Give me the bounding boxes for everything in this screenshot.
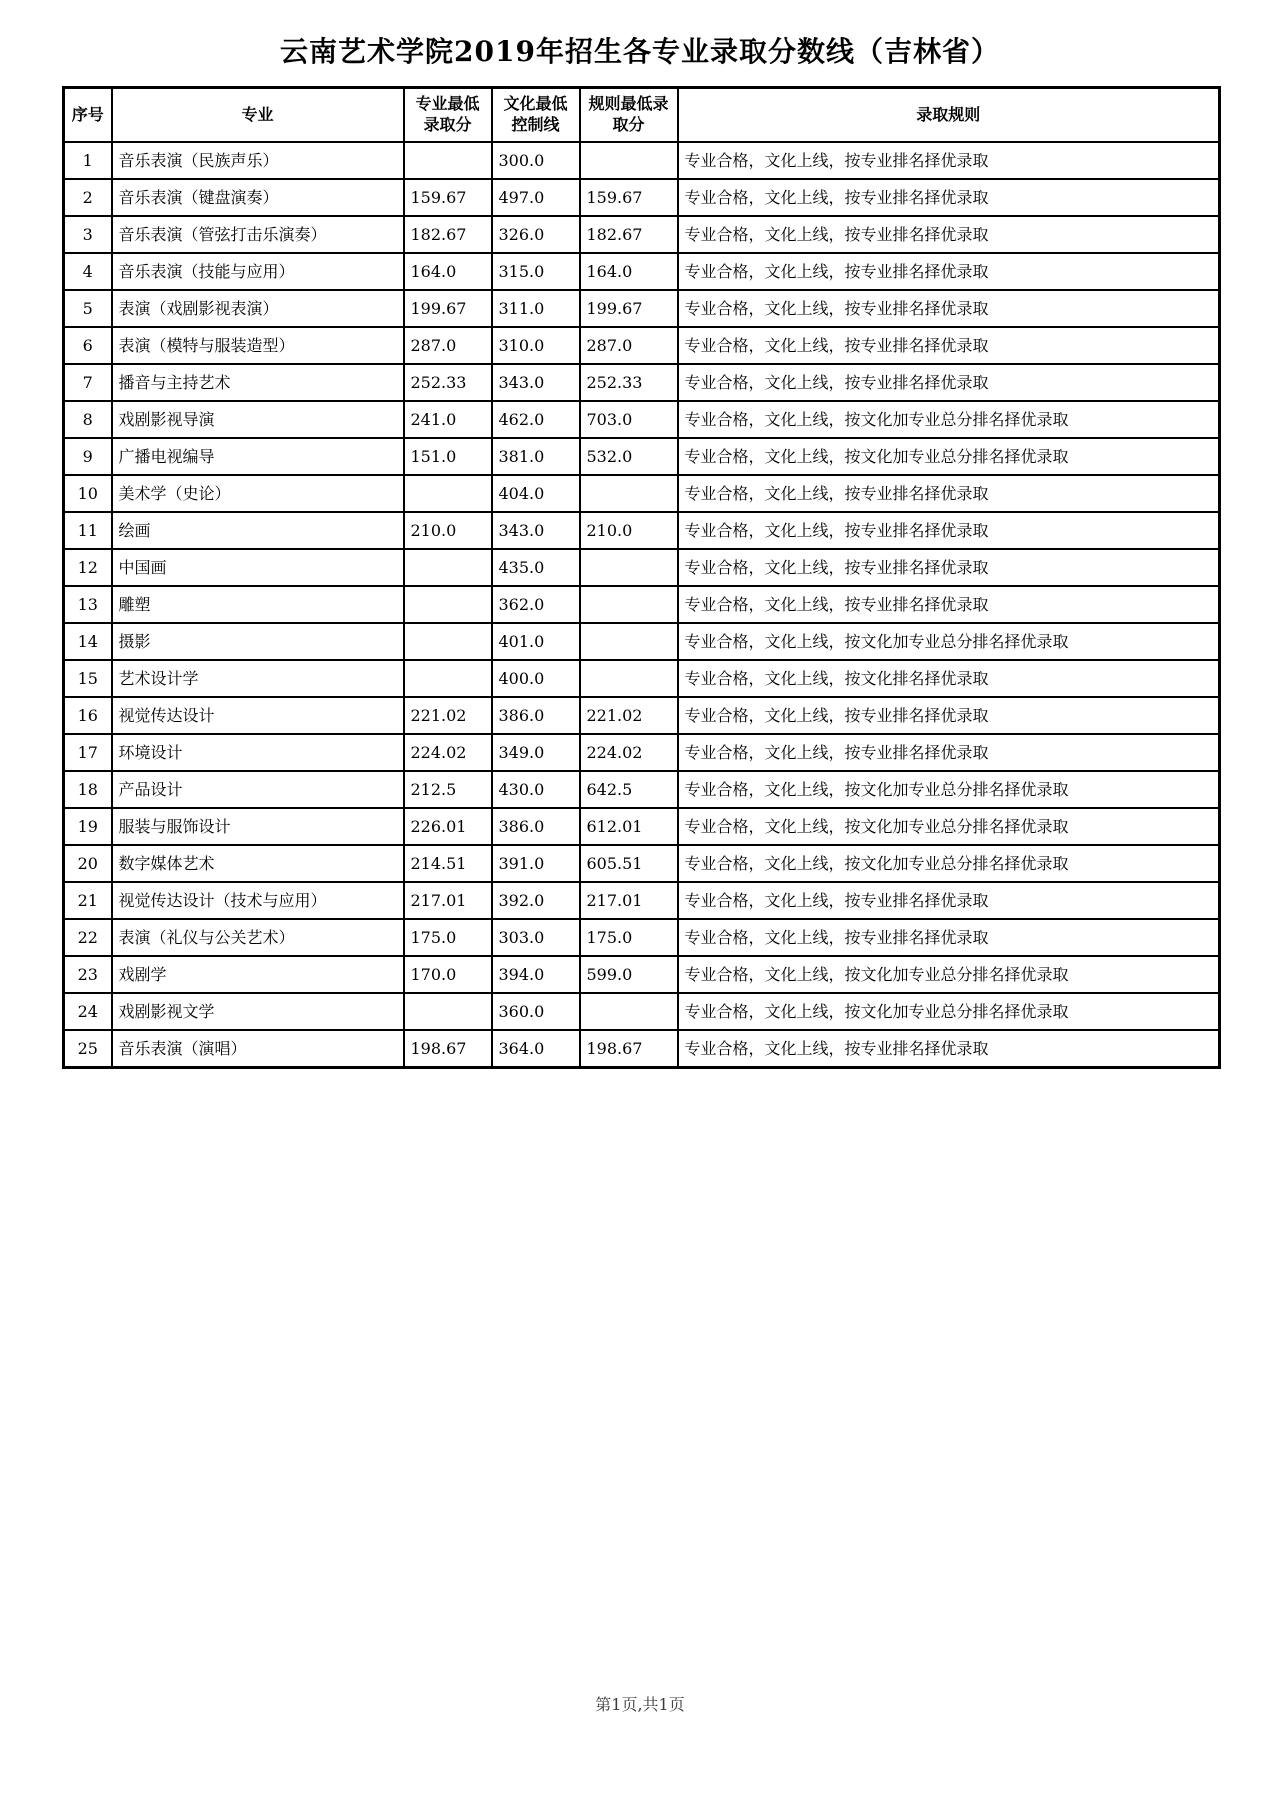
cell-culture-control-line: 392.0 [492,882,580,919]
table-row [64,882,1220,919]
cell-culture-control-line: 311.0 [492,290,580,327]
cell-culture-control-line: 430.0 [492,771,580,808]
cell-admission-rule: 专业合格，文化上线，按专业排名择优录取 [678,142,1220,179]
table-row [64,364,1220,401]
cell-admission-rule: 专业合格，文化上线，按专业排名择优录取 [678,290,1220,327]
cell-major-min-score [404,993,492,1030]
table-header [64,88,1220,143]
cell-major: 表演（礼仪与公关艺术） [112,919,404,956]
cell-rule-min-score: 703.0 [580,401,678,438]
cell-major-min-score: 210.0 [404,512,492,549]
cell-index: 23 [64,956,112,993]
cell-culture-control-line: 315.0 [492,253,580,290]
table-row [64,216,1220,253]
cell-admission-rule: 专业合格，文化上线，按文化加专业总分排名择优录取 [678,401,1220,438]
cell-major: 戏剧影视导演 [112,401,404,438]
cell-rule-min-score: 198.67 [580,1030,678,1068]
cell-index: 16 [64,697,112,734]
cell-rule-min-score: 612.01 [580,808,678,845]
cell-index: 1 [64,142,112,179]
cell-culture-control-line: 391.0 [492,845,580,882]
table-row [64,327,1220,364]
cell-index: 3 [64,216,112,253]
cell-major-min-score: 182.67 [404,216,492,253]
cell-major: 播音与主持艺术 [112,364,404,401]
cell-major: 中国画 [112,549,404,586]
table-row [64,771,1220,808]
cell-admission-rule: 专业合格，文化上线，按文化排名择优录取 [678,660,1220,697]
table-row [64,512,1220,549]
cell-major: 视觉传达设计 [112,697,404,734]
cell-admission-rule: 专业合格，文化上线，按文化加专业总分排名择优录取 [678,438,1220,475]
cell-rule-min-score: 287.0 [580,327,678,364]
table-row [64,845,1220,882]
cell-major: 艺术设计学 [112,660,404,697]
cell-rule-min-score [580,660,678,697]
cell-major: 音乐表演（键盘演奏） [112,179,404,216]
cell-rule-min-score [580,993,678,1030]
cell-index: 22 [64,919,112,956]
cell-major-min-score [404,549,492,586]
cell-index: 24 [64,993,112,1030]
col-header-rule-min-score: 规则最低录取分 [580,88,678,143]
table-row [64,623,1220,660]
cell-admission-rule: 专业合格，文化上线，按文化加专业总分排名择优录取 [678,845,1220,882]
cell-major: 表演（模特与服装造型） [112,327,404,364]
cell-index: 5 [64,290,112,327]
table-row [64,697,1220,734]
cell-major: 音乐表演（民族声乐） [112,142,404,179]
cell-major: 产品设计 [112,771,404,808]
cell-rule-min-score: 199.67 [580,290,678,327]
cell-culture-control-line: 362.0 [492,586,580,623]
cell-admission-rule: 专业合格，文化上线，按专业排名择优录取 [678,253,1220,290]
cell-major: 广播电视编导 [112,438,404,475]
cell-index: 14 [64,623,112,660]
col-header-admission-rule: 录取规则 [678,88,1220,143]
cell-rule-min-score [580,549,678,586]
cell-rule-min-score: 210.0 [580,512,678,549]
table-header-row [64,88,1220,143]
cell-culture-control-line: 386.0 [492,808,580,845]
table-row [64,808,1220,845]
cell-index: 4 [64,253,112,290]
cell-major-min-score: 241.0 [404,401,492,438]
cell-admission-rule: 专业合格，文化上线，按文化加专业总分排名择优录取 [678,993,1220,1030]
cell-admission-rule: 专业合格，文化上线，按专业排名择优录取 [678,586,1220,623]
cell-major: 服装与服饰设计 [112,808,404,845]
cell-admission-rule: 专业合格，文化上线，按专业排名择优录取 [678,216,1220,253]
cell-rule-min-score: 164.0 [580,253,678,290]
cell-major: 音乐表演（技能与应用） [112,253,404,290]
cell-major: 摄影 [112,623,404,660]
cell-major: 雕塑 [112,586,404,623]
cell-culture-control-line: 401.0 [492,623,580,660]
cell-culture-control-line: 343.0 [492,512,580,549]
cell-major: 环境设计 [112,734,404,771]
cell-admission-rule: 专业合格，文化上线，按专业排名择优录取 [678,919,1220,956]
cell-index: 6 [64,327,112,364]
cell-admission-rule: 专业合格，文化上线，按专业排名择优录取 [678,697,1220,734]
cell-major-min-score [404,660,492,697]
cell-culture-control-line: 386.0 [492,697,580,734]
table-row [64,919,1220,956]
table-body [64,142,1220,1068]
cell-major-min-score: 175.0 [404,919,492,956]
table-row [64,586,1220,623]
cell-rule-min-score: 217.01 [580,882,678,919]
table-row [64,1030,1220,1068]
cell-rule-min-score [580,142,678,179]
cell-index: 2 [64,179,112,216]
cell-index: 15 [64,660,112,697]
cell-index: 17 [64,734,112,771]
cell-index: 9 [64,438,112,475]
cell-culture-control-line: 497.0 [492,179,580,216]
cell-major-min-score [404,586,492,623]
table-row [64,142,1220,179]
cell-major-min-score: 252.33 [404,364,492,401]
cell-major: 视觉传达设计（技术与应用） [112,882,404,919]
cell-major: 数字媒体艺术 [112,845,404,882]
cell-culture-control-line: 404.0 [492,475,580,512]
cell-culture-control-line: 303.0 [492,919,580,956]
table-row [64,956,1220,993]
cell-rule-min-score: 221.02 [580,697,678,734]
cell-rule-min-score: 159.67 [580,179,678,216]
cell-rule-min-score: 252.33 [580,364,678,401]
cell-rule-min-score: 182.67 [580,216,678,253]
table-row [64,253,1220,290]
cell-rule-min-score: 642.5 [580,771,678,808]
table-row [64,290,1220,327]
cell-admission-rule: 专业合格，文化上线，按专业排名择优录取 [678,512,1220,549]
cell-admission-rule: 专业合格，文化上线，按专业排名择优录取 [678,364,1220,401]
cell-culture-control-line: 462.0 [492,401,580,438]
cell-major: 音乐表演（管弦打击乐演奏） [112,216,404,253]
cell-rule-min-score: 599.0 [580,956,678,993]
cell-major-min-score: 198.67 [404,1030,492,1068]
page-footer: 第1页,共1页 [595,1695,685,1714]
cell-culture-control-line: 360.0 [492,993,580,1030]
cell-culture-control-line: 381.0 [492,438,580,475]
table-row [64,438,1220,475]
cell-major-min-score: 151.0 [404,438,492,475]
table-row [64,734,1220,771]
cell-index: 10 [64,475,112,512]
cell-index: 7 [64,364,112,401]
cell-culture-control-line: 310.0 [492,327,580,364]
cell-major-min-score [404,623,492,660]
cell-rule-min-score [580,475,678,512]
cell-major-min-score: 159.67 [404,179,492,216]
cell-culture-control-line: 400.0 [492,660,580,697]
cell-rule-min-score [580,623,678,660]
cell-admission-rule: 专业合格，文化上线，按专业排名择优录取 [678,1030,1220,1068]
score-table [62,86,1221,1069]
cell-index: 11 [64,512,112,549]
cell-culture-control-line: 326.0 [492,216,580,253]
cell-rule-min-score: 224.02 [580,734,678,771]
cell-index: 18 [64,771,112,808]
cell-major-min-score: 199.67 [404,290,492,327]
cell-culture-control-line: 435.0 [492,549,580,586]
table-row [64,549,1220,586]
table-row [64,179,1220,216]
cell-major-min-score: 214.51 [404,845,492,882]
table-row [64,475,1220,512]
cell-index: 13 [64,586,112,623]
cell-major-min-score [404,142,492,179]
cell-major: 美术学（史论） [112,475,404,512]
col-header-culture-control-line: 文化最低控制线 [492,88,580,143]
cell-admission-rule: 专业合格，文化上线，按文化加专业总分排名择优录取 [678,956,1220,993]
table-row [64,993,1220,1030]
cell-major: 戏剧学 [112,956,404,993]
cell-admission-rule: 专业合格，文化上线，按专业排名择优录取 [678,327,1220,364]
col-header-major-min-score: 专业最低录取分 [404,88,492,143]
cell-major: 绘画 [112,512,404,549]
cell-major: 音乐表演（演唱） [112,1030,404,1068]
cell-major-min-score: 170.0 [404,956,492,993]
cell-major-min-score: 221.02 [404,697,492,734]
cell-admission-rule: 专业合格，文化上线，按文化加专业总分排名择优录取 [678,808,1220,845]
table-row [64,401,1220,438]
cell-index: 12 [64,549,112,586]
cell-major-min-score: 224.02 [404,734,492,771]
cell-rule-min-score [580,586,678,623]
cell-admission-rule: 专业合格，文化上线，按专业排名择优录取 [678,549,1220,586]
cell-index: 25 [64,1030,112,1068]
cell-index: 21 [64,882,112,919]
table-row [64,660,1220,697]
cell-culture-control-line: 349.0 [492,734,580,771]
cell-culture-control-line: 364.0 [492,1030,580,1068]
cell-index: 20 [64,845,112,882]
cell-major-min-score: 212.5 [404,771,492,808]
cell-culture-control-line: 300.0 [492,142,580,179]
cell-admission-rule: 专业合格，文化上线，按文化加专业总分排名择优录取 [678,623,1220,660]
cell-major-min-score: 226.01 [404,808,492,845]
cell-major-min-score: 287.0 [404,327,492,364]
cell-rule-min-score: 605.51 [580,845,678,882]
cell-culture-control-line: 343.0 [492,364,580,401]
cell-admission-rule: 专业合格，文化上线，按文化加专业总分排名择优录取 [678,771,1220,808]
cell-admission-rule: 专业合格，文化上线，按专业排名择优录取 [678,734,1220,771]
cell-admission-rule: 专业合格，文化上线，按专业排名择优录取 [678,882,1220,919]
cell-admission-rule: 专业合格，文化上线，按专业排名择优录取 [678,475,1220,512]
cell-rule-min-score: 532.0 [580,438,678,475]
cell-index: 19 [64,808,112,845]
cell-major-min-score: 164.0 [404,253,492,290]
cell-major: 戏剧影视文学 [112,993,404,1030]
col-header-major: 专业 [112,88,404,143]
cell-index: 8 [64,401,112,438]
cell-major-min-score [404,475,492,512]
page-title: 云南艺术学院2019年招生各专业录取分数线（吉林省） [280,35,1000,68]
col-header-index: 序号 [64,88,112,143]
cell-rule-min-score: 175.0 [580,919,678,956]
cell-major-min-score: 217.01 [404,882,492,919]
cell-major: 表演（戏剧影视表演） [112,290,404,327]
cell-culture-control-line: 394.0 [492,956,580,993]
cell-admission-rule: 专业合格，文化上线，按专业排名择优录取 [678,179,1220,216]
